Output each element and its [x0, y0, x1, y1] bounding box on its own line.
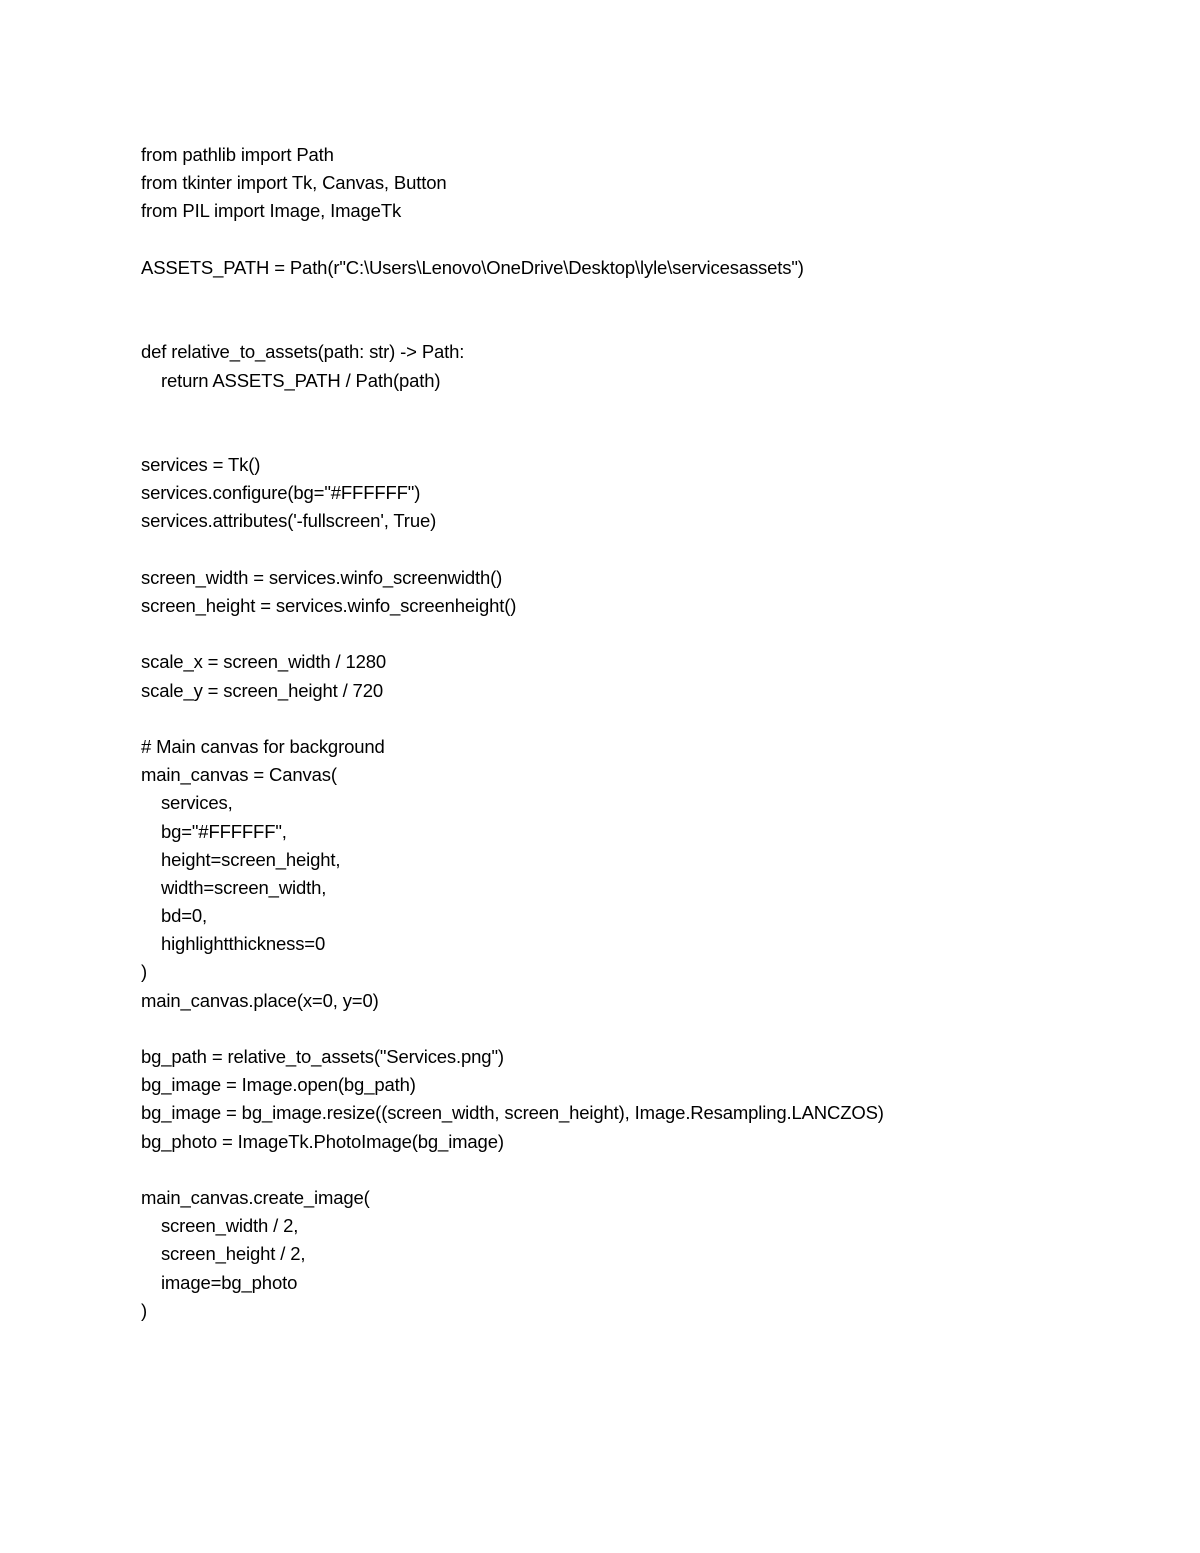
- code-line: screen_height = services.winfo_screenheight(): [141, 595, 517, 616]
- code-listing: [141, 141, 1141, 1325]
- code-line: scale_x = screen_width / 1280: [141, 651, 387, 673]
- code-line: [141, 705, 1141, 733]
- code-line: from PIL import Image, ImageTk: [141, 200, 402, 222]
- code-line: [141, 536, 1141, 564]
- code-line: screen_width = services.winfo_screenwidth(): [141, 566, 503, 588]
- code-line: main_canvas.create_image(: [141, 1186, 370, 1208]
- code-line: bd=0,: [141, 905, 208, 927]
- code-line: height=screen_height,: [141, 848, 341, 870]
- code-line: [141, 1015, 1141, 1043]
- code-line: ): [141, 961, 148, 983]
- code-line: [141, 282, 1141, 310]
- code-line: image=bg_photo: [141, 1271, 298, 1293]
- code-line: main_canvas = Canvas(: [141, 764, 337, 786]
- code-line: screen_height / 2,: [141, 1243, 306, 1265]
- code-line: scale_y = screen_height / 720: [141, 679, 383, 701]
- code-line: # Main canvas for background: [141, 735, 385, 757]
- code-line: screen_width / 2,: [141, 1215, 299, 1237]
- code-line: bg_path = relative_to_assets("Services.png"): [141, 1046, 504, 1067]
- code-line: [141, 226, 1141, 254]
- code-line: [141, 423, 1141, 451]
- code-line: bg_image = bg_image.resize((screen_width, screen_height), Image.Resampling.LANCZOS): [141, 1102, 884, 1124]
- code-line: services.configure(bg="#FFFFFF"): [141, 482, 421, 504]
- code-line: from pathlib import Path: [141, 144, 334, 165]
- code-line: [141, 1156, 1141, 1184]
- code-line: services,: [141, 792, 233, 814]
- code-line: bg="#FFFFFF",: [141, 820, 287, 842]
- code-line: from tkinter import Tk, Canvas, Button: [141, 172, 447, 194]
- code-line: def relative_to_assets(path: str) -> Path:: [141, 341, 465, 363]
- code-line: [141, 395, 1141, 423]
- code-line: width=screen_width,: [141, 876, 327, 898]
- code-line: return ASSETS_PATH / Path(path): [141, 369, 441, 391]
- code-line: ASSETS_PATH = Path(r"C:\Users\Lenovo\OneDrive\Desktop\lyle\servicesassets"): [141, 256, 804, 278]
- code-line: [141, 310, 1141, 338]
- code-line: services = Tk(): [141, 454, 261, 476]
- code-line: ): [141, 1299, 148, 1321]
- code-line: [141, 620, 1141, 648]
- code-line: highlightthickness=0: [141, 933, 326, 955]
- code-line: services.attributes('-fullscreen', True): [141, 510, 437, 532]
- code-line: bg_image = Image.open(bg_path): [141, 1074, 416, 1096]
- code-line: bg_photo = ImageTk.PhotoImage(bg_image): [141, 1130, 504, 1152]
- code-line: main_canvas.place(x=0, y=0): [141, 989, 379, 1011]
